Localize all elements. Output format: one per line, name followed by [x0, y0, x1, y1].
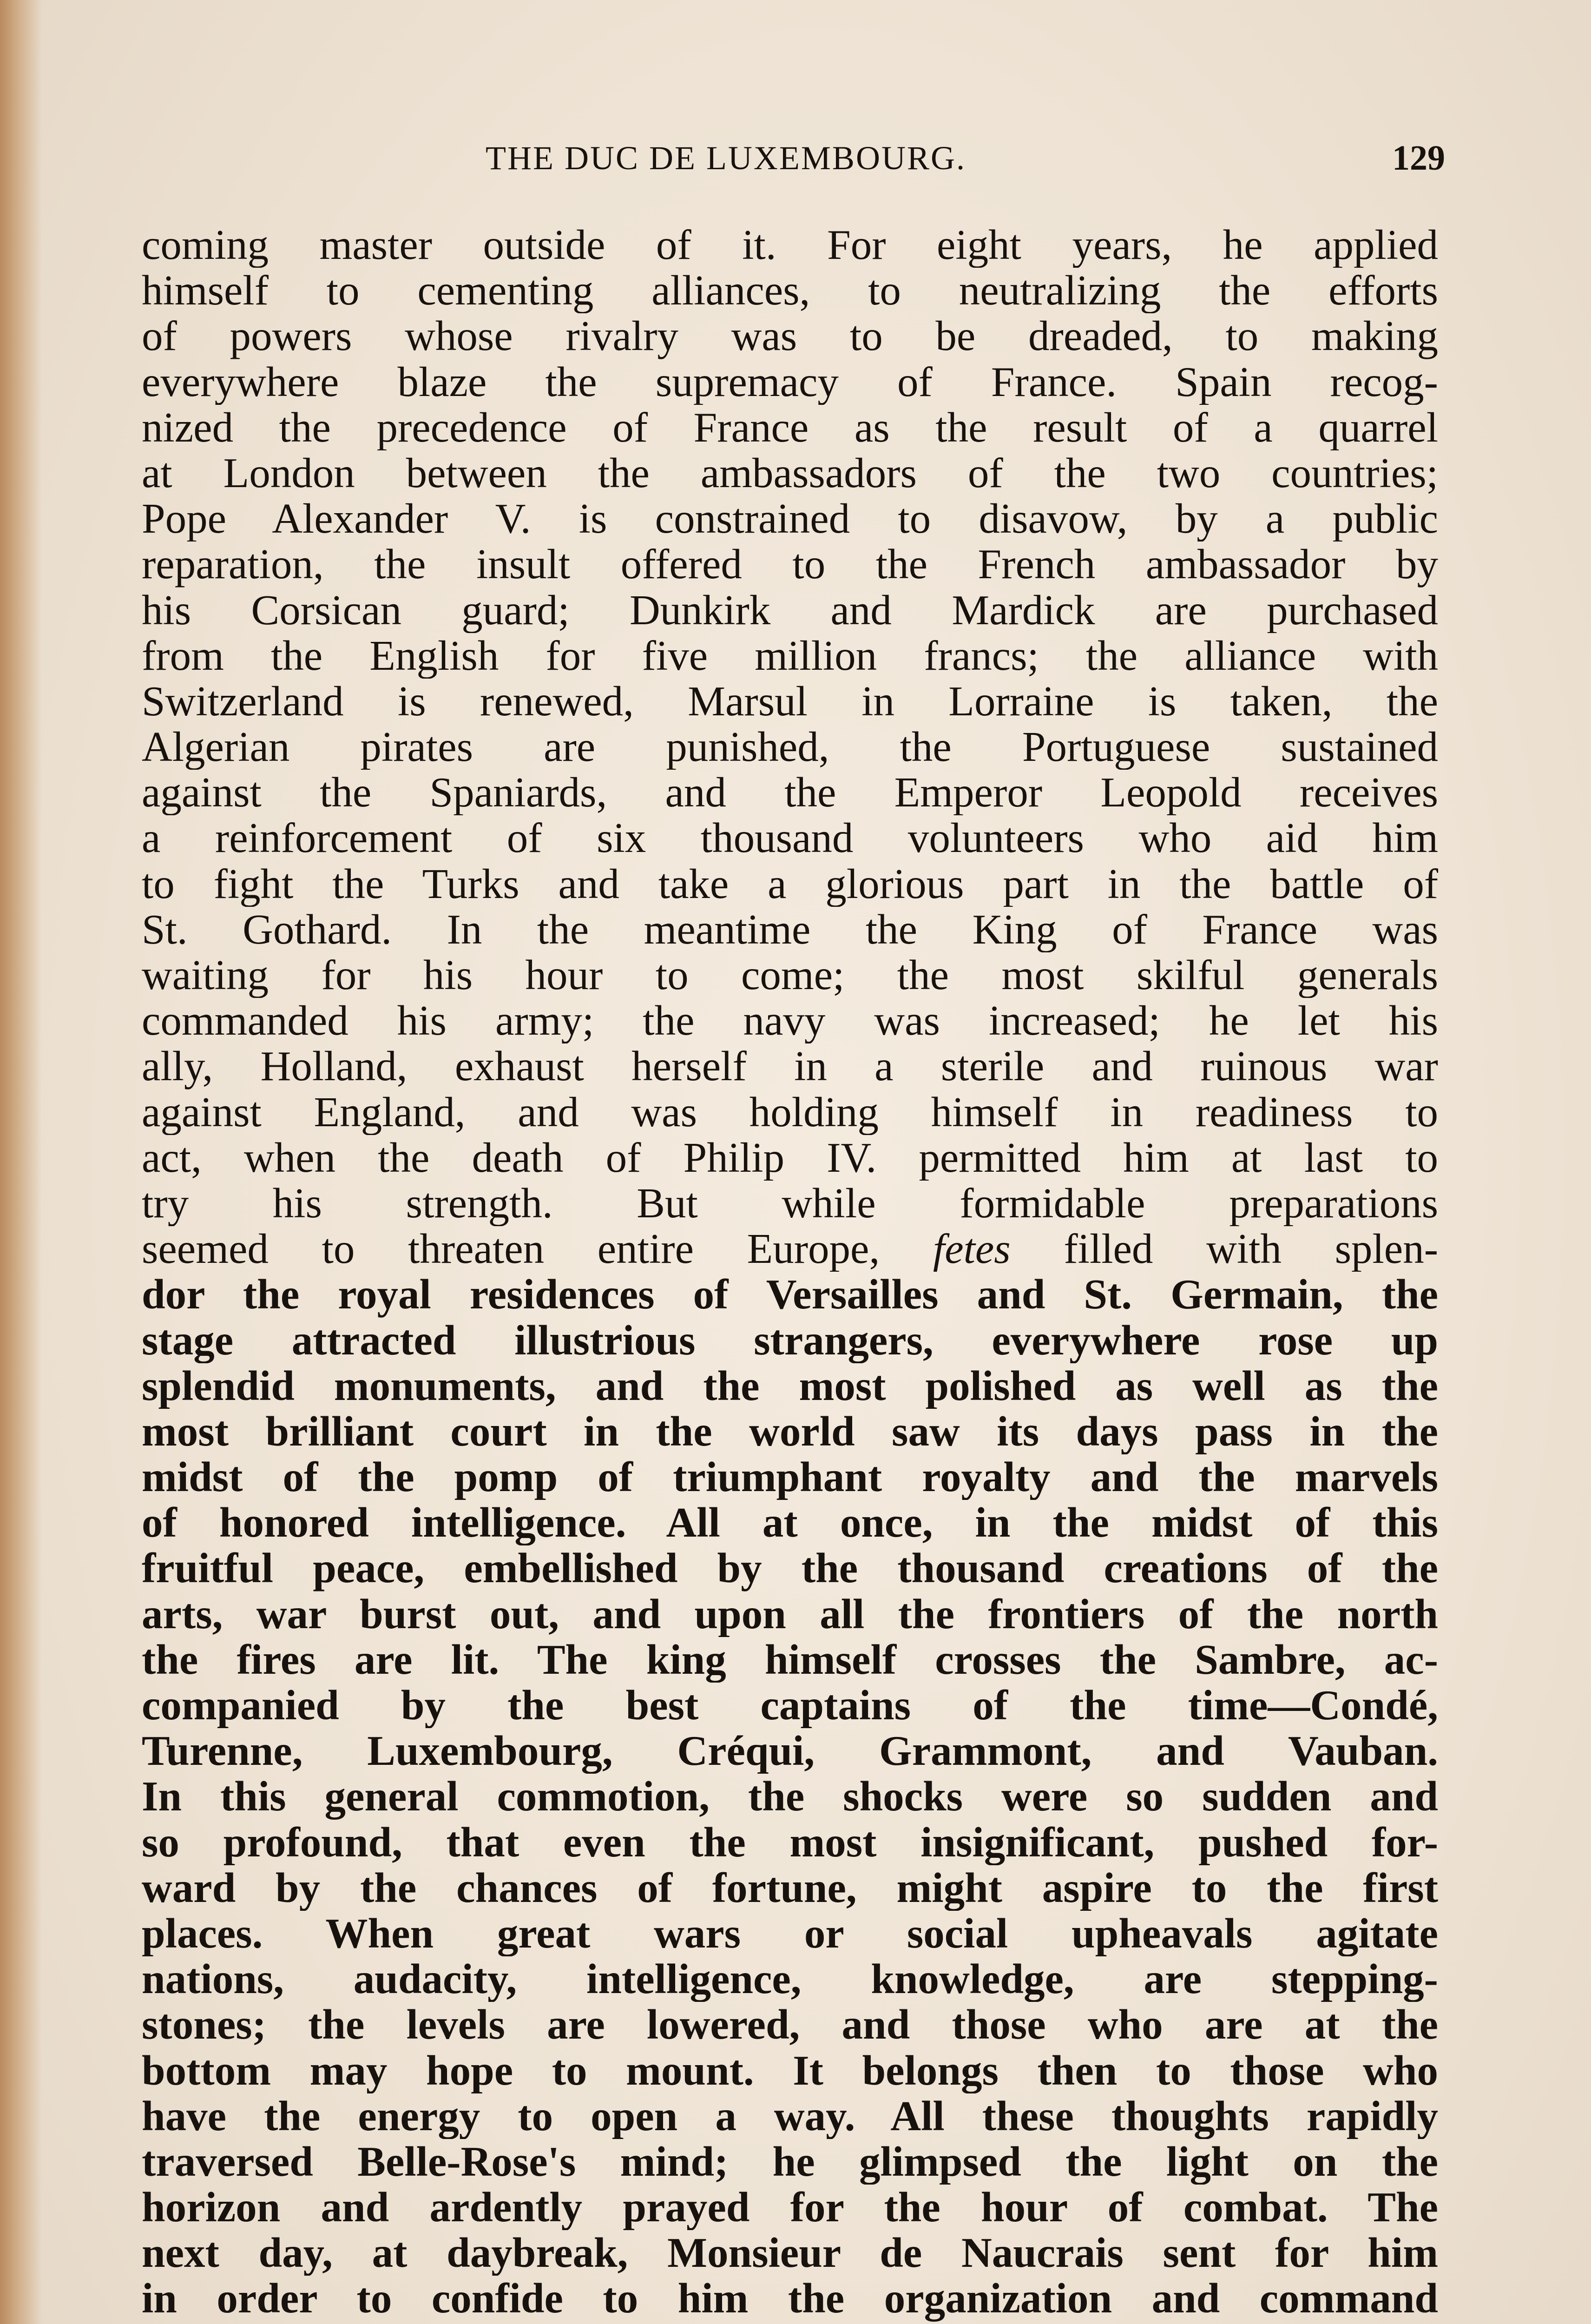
text-line: next day, at daybreak, Monsieur de Naucrais sent for him — [142, 2230, 1438, 2276]
text-segment: seemed to threaten entire Europe, — [142, 1226, 933, 1272]
page-edge-shadow — [0, 0, 42, 2324]
text-line: everywhere blaze the supremacy of France. Spain recog- — [142, 359, 1438, 405]
text-line: his Corsican guard; Dunkirk and Mardick are purchased — [142, 587, 1438, 633]
text-line: himself to cementing alliances, to neutralizing the efforts — [142, 268, 1438, 314]
text-line: stage attracted illustrious strangers, everywhere rose up — [142, 1317, 1438, 1363]
text-line: the fires are lit. The king himself crosses the Sambre, ac- — [142, 1637, 1438, 1683]
text-segment: filled with splen- — [1010, 1226, 1438, 1272]
text-line: against England, and was holding himself in readiness to — [142, 1089, 1438, 1135]
page-header — [144, 132, 1445, 184]
text-line: stones; the levels are lowered, and those who are at the — [142, 2002, 1438, 2048]
text-line: midst of the pomp of triumphant royalty and the marvels — [142, 1454, 1438, 1500]
text-line: fruitful peace, embellished by the thousand creations of the — [142, 1545, 1438, 1591]
text-line: at London between the ambassadors of the two countries; — [142, 450, 1438, 496]
text-line: companied by the best captains of the time—Condé, — [142, 1683, 1438, 1729]
text-line: nized the precedence of France as the result of a quarrel — [142, 404, 1438, 450]
text-line: horizon and ardently prayed for the hour of combat. The — [142, 2185, 1438, 2231]
text-line: have the energy to open a way. All these thoughts rapidly — [142, 2093, 1438, 2139]
text-line: so profound, that even the most insignificant, pushed for- — [142, 1819, 1438, 1865]
text-line: ally, Holland, exhaust herself in a sterile and ruinous war — [142, 1043, 1438, 1089]
text-line: arts, war burst out, and upon all the frontiers of the north — [142, 1591, 1438, 1637]
page-number: 129 — [1392, 139, 1445, 178]
text-line: St. Gothard. In the meantime the King of France was — [142, 906, 1438, 952]
text-line: dor the royal residences of Versailles and St. Germain, the — [142, 1272, 1438, 1318]
text-line: coming master outside of it. For eight years, he applied — [142, 222, 1438, 268]
text-line: of powers whose rivalry was to be dreaded, to making — [142, 313, 1438, 359]
text-line: most brilliant court in the world saw its days pass in the — [142, 1408, 1438, 1455]
text-line: to fight the Turks and take a glorious part in the battle of — [142, 861, 1438, 907]
italic-word: fetes — [933, 1226, 1011, 1272]
text-line: Pope Alexander V. is constrained to disavow, by a public — [142, 496, 1438, 542]
text-line: reparation, the insult offered to the French ambassador by — [142, 541, 1438, 588]
text-line: against the Spaniards, and the Emperor Leopold receives — [142, 770, 1438, 816]
text-line: act, when the death of Philip IV. permitted him at last to — [142, 1135, 1438, 1181]
text-line: from the English for five million francs; the alliance with — [142, 633, 1438, 679]
body-text — [142, 222, 1438, 2322]
text-line: try his strength. But while formidable preparations — [142, 1180, 1438, 1227]
text-line: ward by the chances of fortune, might aspire to the first — [142, 1865, 1438, 1911]
text-line: of honored intelligence. All at once, in the midst of this — [142, 1500, 1438, 1546]
text-line: commanded his army; the navy was increased; he let his — [142, 998, 1438, 1044]
text-line: waiting for his hour to come; the most skilful generals — [142, 952, 1438, 998]
text-line: traversed Belle-Rose's mind; he glimpsed the light on the — [142, 2139, 1438, 2185]
text-line: places. When great wars or social upheavals agitate — [142, 1910, 1438, 1957]
text-line: Algerian pirates are punished, the Portuguese sustained — [142, 724, 1438, 770]
text-line-with-italic — [142, 1226, 1438, 1272]
text-line: In this general commotion, the shocks were so sudden and — [142, 1774, 1438, 1820]
text-line: splendid monuments, and the most polished as well as the — [142, 1363, 1438, 1409]
text-line: in order to confide to him the organization and command — [142, 2276, 1438, 2322]
running-head: THE DUC DE LUXEMBOURG. — [486, 139, 966, 177]
text-line: Turenne, Luxembourg, Créqui, Grammont, and Vauban. — [142, 1728, 1438, 1774]
text-line: Switzerland is renewed, Marsul in Lorraine is taken, the — [142, 678, 1438, 725]
text-line: a reinforcement of six thousand volunteers who aid him — [142, 815, 1438, 861]
text-line: nations, audacity, intelligence, knowledge, are stepping- — [142, 1956, 1438, 2002]
text-line: bottom may hope to mount. It belongs then to those who — [142, 2047, 1438, 2093]
